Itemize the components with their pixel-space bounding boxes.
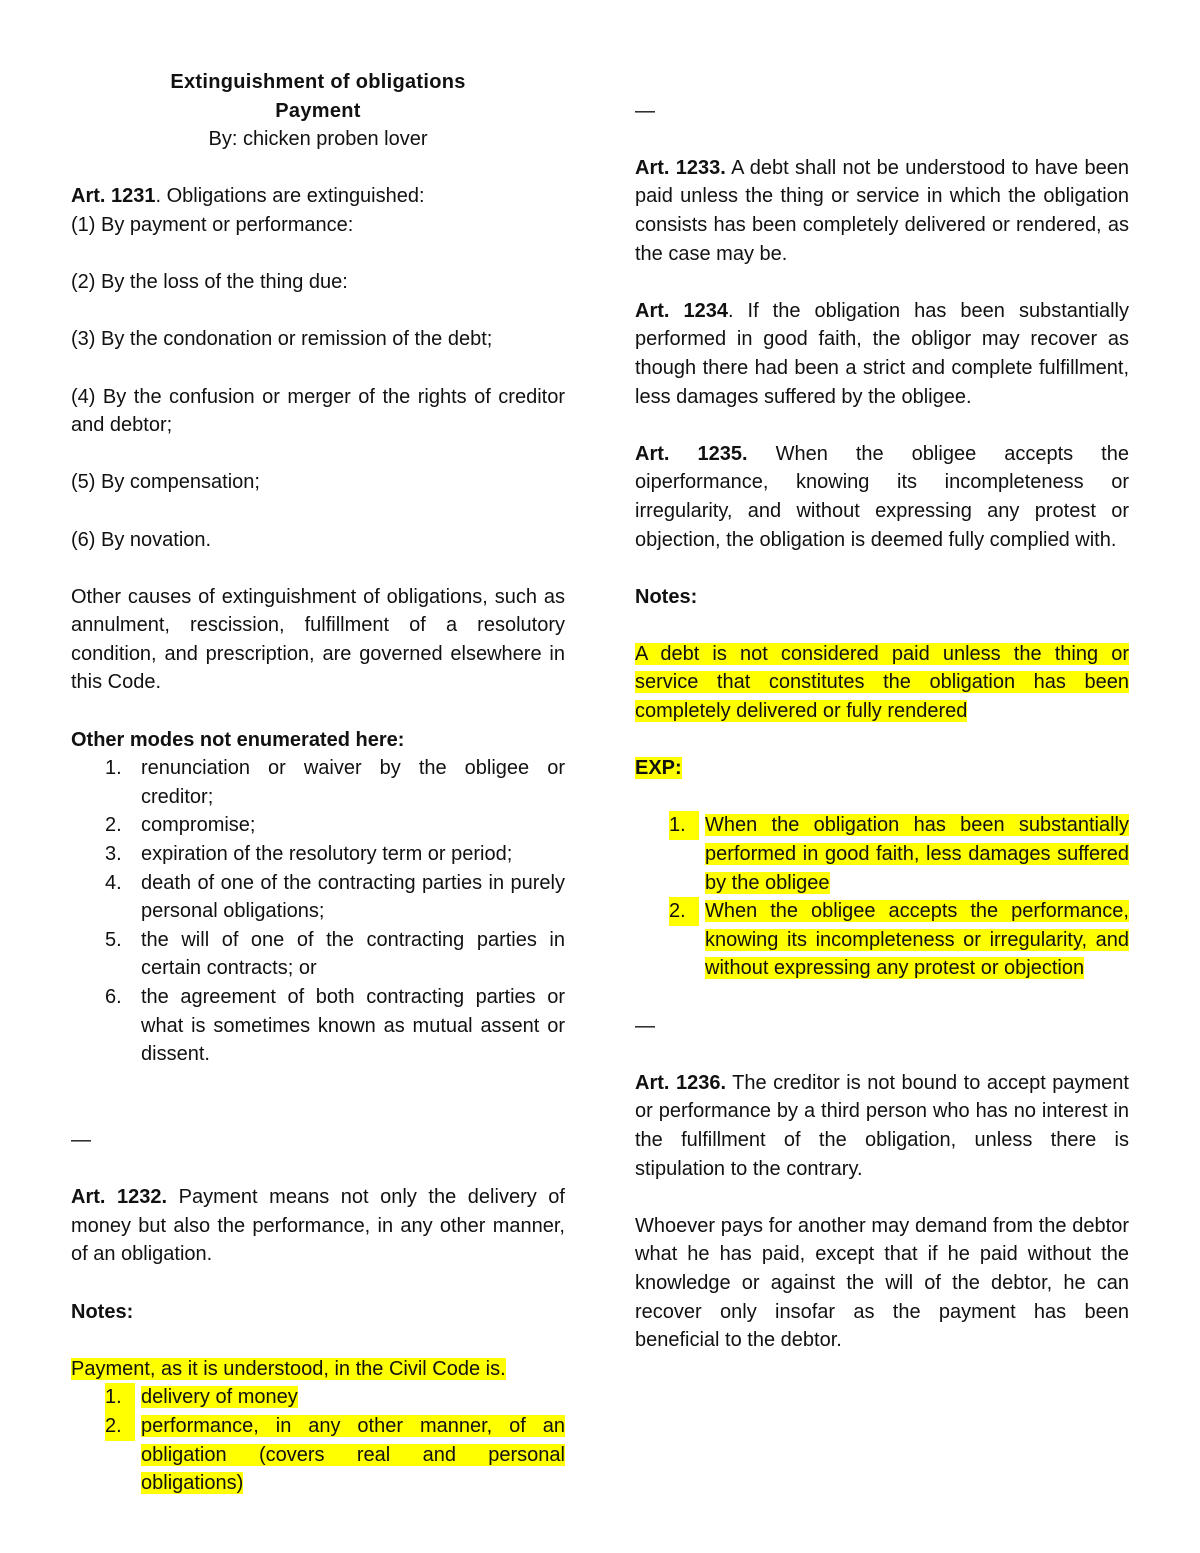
list-text: delivery of money [141,1386,298,1409]
art-1231-item: (5) By compensation; [71,471,260,494]
art-1236-text: The creditor is not bound to accept payment or performance by a third person who has no interest in the fulfillment of the obligation, unless there is stipulation to the contrary. [635,1071,1129,1180]
other-modes-list [71,754,565,1069]
art-1231-label: Art. 1231 [71,185,156,208]
art-1231-item: (4) By the confusion or merger of the rights of creditor and debtor; [71,385,565,437]
art-1231-item: (2) By the loss of the thing due: [71,271,348,294]
section-separator: — [635,1014,655,1037]
list-item [635,811,1129,897]
byline: By: chicken proben lover [208,128,428,151]
list-text: renunciation or waiver by the obligee or creditor; [141,757,565,808]
list-text: the agreement of both contracting parties or what is sometimes known as mutual assent or dissent. [141,986,565,1066]
art-1232-paragraph [71,1183,565,1269]
art-1232-text: Payment means not only the delivery of money but also the performance, in any other manner, of an obligation. [71,1186,565,1266]
right-column [635,68,1129,1383]
other-modes-heading: Other modes not enumerated here: [71,728,405,751]
list-number: 4. [105,871,122,894]
list-number: 1. [105,757,122,780]
list-item [71,983,565,1069]
art-1231-text: . Obligations are extinguished: [155,185,425,208]
list-item [71,754,565,811]
list-number: 1. [669,811,699,840]
art-1231-other-causes: Other causes of extinguishment of obligations, such as annulment, rescission, fulfillment of a resolutory condition, and prescription, are governed elsewhere in this Code. [71,585,565,694]
notes-label: Notes: [71,1300,134,1323]
list-item [71,869,565,926]
art-1231-heading [71,182,565,211]
art-1232-label: Art. 1232. [71,1186,168,1209]
left-column [71,68,565,1526]
art-1232-note-intro: Payment, as it is understood, in the Civil Code is. [71,1357,506,1380]
art-1236-paragraph [635,1069,1129,1183]
list-text: death of one of the contracting parties in purely personal obligations; [141,871,565,923]
document-subtitle: Payment [275,99,361,122]
list-text: When the obligee accepts the performance, knowing its incompleteness or irregularity, and without expressing any protest or objection [705,900,1129,980]
list-number: 3. [105,843,122,866]
list-number: 5. [105,928,122,951]
art-1231-item: (1) By payment or performance: [71,213,354,236]
document-title: Extinguishment of obligations [170,71,466,93]
art-1235-text: When the obligee accepts the oiperformance, knowing its incompleteness or irregularity, and without expressing any protest or objection, the obligation is deemed fully complied with. [635,442,1129,551]
art-1233-paragraph [635,154,1129,268]
art-1235-label: Art. 1235. [635,442,748,465]
exp-list [635,811,1129,983]
art-1231-item: (3) By the condonation or remission of the debt; [71,328,493,351]
section-separator: — [71,1128,91,1151]
list-item [71,1383,565,1412]
art-1234-paragraph [635,297,1129,411]
list-text: the will of one of the contracting parties in certain contracts; or [141,928,565,980]
list-number: 2. [105,1412,135,1441]
exp-label: EXP: [635,757,682,780]
list-item [71,811,565,840]
art-1233-text: A debt shall not be understood to have been paid unless the thing or service in which the obligation consists has been completely delivered or rendered, as the case may be. [635,156,1129,265]
art-1235-note: A debt is not considered paid unless the thing or service that constitutes the obligation has been completely delivered or fully rendered [635,642,1129,723]
art-1235-paragraph [635,440,1129,554]
art-1236-label: Art. 1236. [635,1071,726,1094]
list-item [71,926,565,983]
list-text: performance, in any other manner, of an obligation (covers real and personal obligations) [141,1414,565,1495]
list-number: 1. [105,1383,135,1412]
list-text: When the obligation has been substantially performed in good faith, less damages suffered by the obligee [705,814,1129,894]
notes-label: Notes: [635,585,698,608]
art-1234-text: . If the obligation has been substantially performed in good faith, the obligor may recover as though there had been a strict and complete fulfillment, less damages suffered by the obligee. [635,299,1130,408]
list-number: 2. [669,897,699,926]
list-text: expiration of the resolutory term or period; [141,843,513,866]
art-1234-label: Art. 1234 [635,299,728,322]
list-text: compromise; [141,814,256,837]
section-separator: — [635,99,655,122]
list-number: 6. [105,986,122,1008]
list-item [71,840,565,869]
art-1231-item: (6) By novation. [71,528,212,551]
art-1233-label: Art. 1233. [635,156,726,179]
art-1232-note-list [71,1383,565,1497]
list-item [71,1412,565,1498]
list-item [635,897,1129,983]
list-number: 2. [105,814,122,837]
art-1236-paragraph-2: Whoever pays for another may demand from the debtor what he has paid, except that if he paid without the knowledge or against the will of the debtor, he can recover only insofar as the payment has been beneficial to the debtor. [635,1214,1129,1352]
